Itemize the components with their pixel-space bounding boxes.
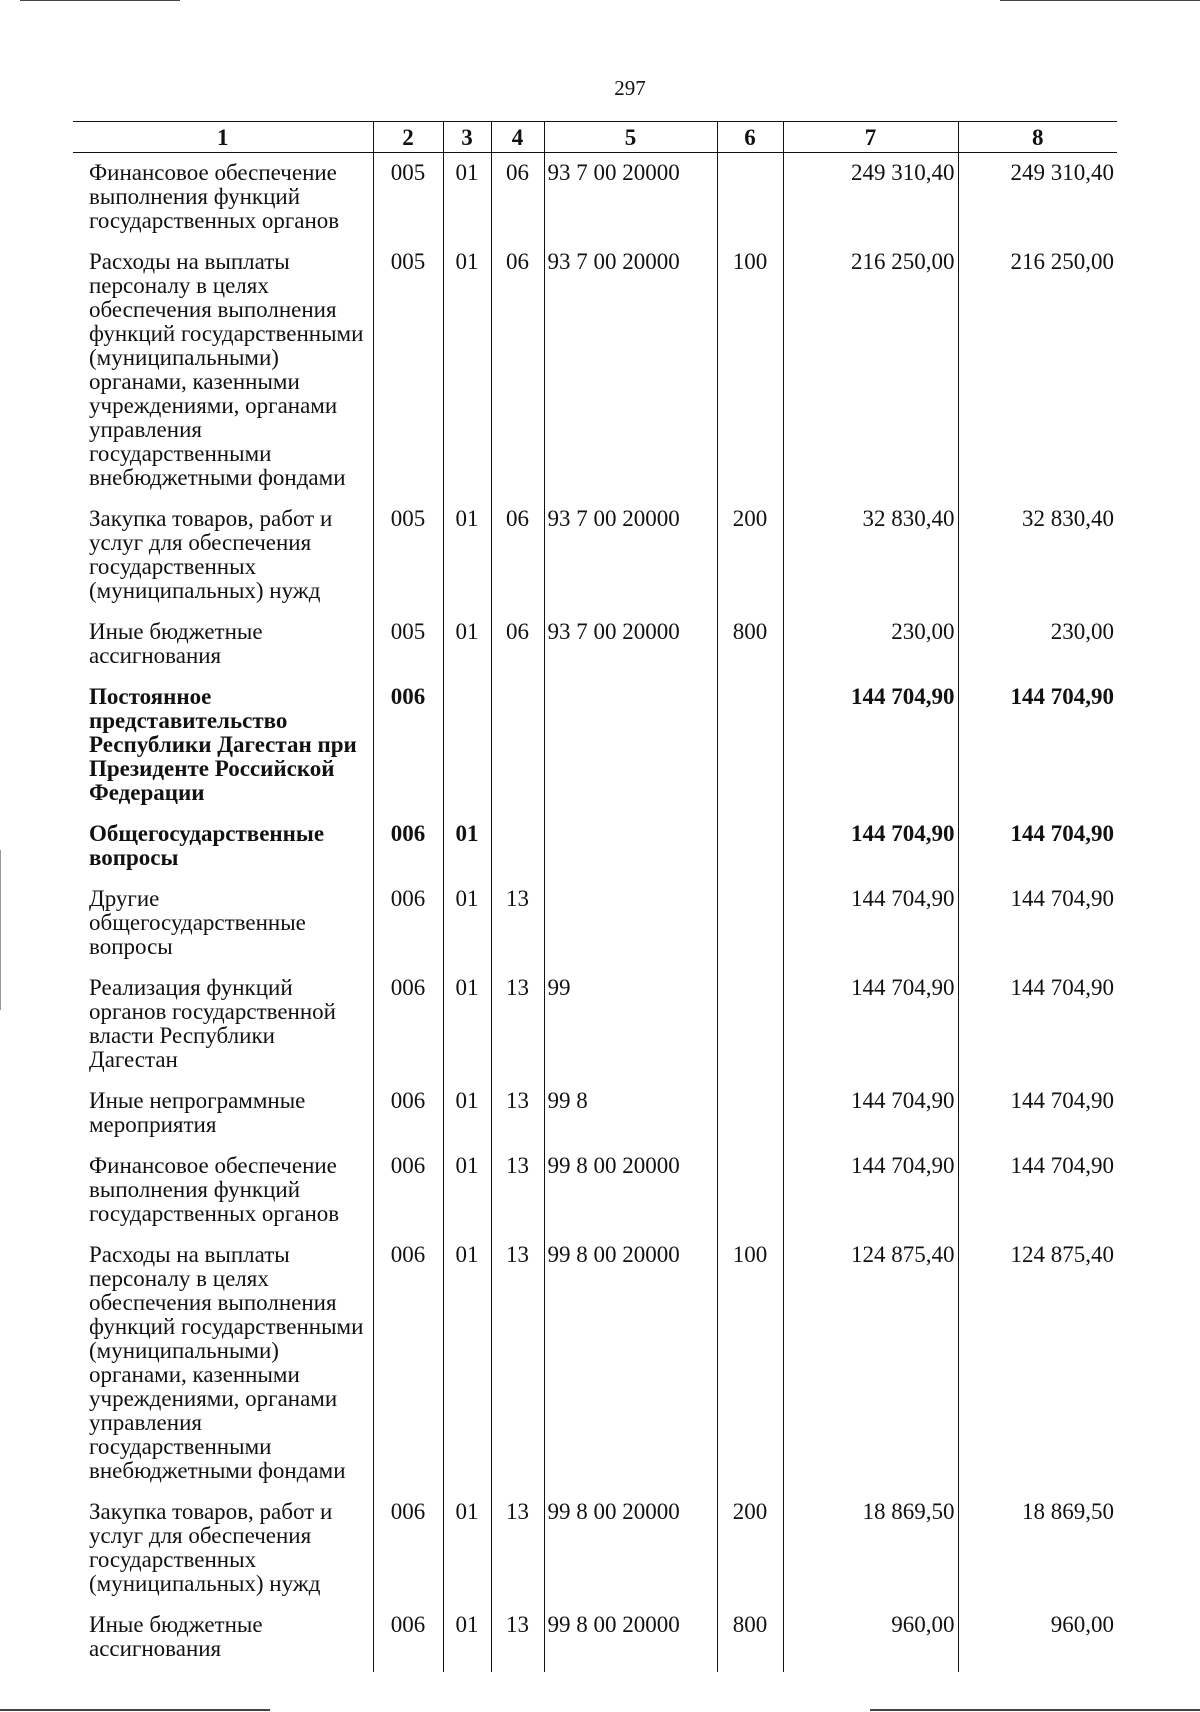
code-department: 006 [373,1237,443,1494]
code-department: 005 [373,244,443,501]
amount-col-8: 144 704,90 [958,881,1117,970]
code-expense-type [717,816,783,881]
code-section: 01 [443,1607,491,1672]
code-target-article: 99 8 00 20000 [544,1494,717,1607]
amount-col-7: 18 869,50 [783,1494,958,1607]
code-expense-type: 100 [717,244,783,501]
code-subsection: 06 [491,153,544,245]
line-item-name: Иные непрограммные мероприятия [89,1088,306,1137]
column-header-6: 6 [717,122,783,153]
budget-table [73,121,1117,1672]
code-target-article: 99 8 00 20000 [544,1237,717,1494]
code-expense-type: 800 [717,1607,783,1672]
amount-col-7: 144 704,90 [783,679,958,816]
amount-col-8: 144 704,90 [958,679,1117,816]
code-expense-type [717,1083,783,1148]
code-section: 01 [443,501,491,614]
amount-col-8: 18 869,50 [958,1494,1117,1607]
table-row [73,881,1117,970]
code-section: 01 [443,614,491,679]
code-expense-type [717,1148,783,1237]
line-item-name: Иные бюджетные ассигнования [89,619,263,668]
code-subsection: 13 [491,970,544,1083]
amount-col-8: 216 250,00 [958,244,1117,501]
amount-col-8: 144 704,90 [958,1148,1117,1237]
code-target-article [544,816,717,881]
scan-edge-left-mid [0,850,1,1010]
code-subsection: 13 [491,1148,544,1237]
code-expense-type: 200 [717,1494,783,1607]
table-row [73,614,1117,679]
table-row [73,1148,1117,1237]
amount-col-8: 32 830,40 [958,501,1117,614]
code-subsection: 13 [491,1083,544,1148]
code-section: 01 [443,244,491,501]
amount-col-8: 249 310,40 [958,153,1117,245]
code-target-article [544,881,717,970]
table-row [73,1494,1117,1607]
page-number: 297 [614,76,646,100]
code-department: 006 [373,1083,443,1148]
scan-edge-bottom-right [870,1709,1200,1711]
code-expense-type [717,881,783,970]
code-section: 01 [443,816,491,881]
code-subsection: 06 [491,244,544,501]
table-row [73,816,1117,881]
line-item-name: Иные бюджетные ассигнования [89,1612,263,1661]
code-expense-type [717,153,783,245]
line-item-name: Закупка товаров, работ и услуг для обеспечения государственных (муниципальных) нужд [89,1499,333,1596]
code-expense-type: 800 [717,614,783,679]
code-department: 005 [373,153,443,245]
code-section: 01 [443,153,491,245]
amount-col-7: 960,00 [783,1607,958,1672]
code-department: 005 [373,501,443,614]
amount-col-7: 124 875,40 [783,1237,958,1494]
table-row [73,501,1117,614]
line-item-name: Закупка товаров, работ и услуг для обеспечения государственных (муниципальных) нужд [89,506,333,603]
amount-col-8: 144 704,90 [958,816,1117,881]
code-expense-type: 100 [717,1237,783,1494]
amount-col-7: 249 310,40 [783,153,958,245]
code-subsection: 06 [491,614,544,679]
line-item-name: Общегосударственные вопросы [89,821,325,870]
amount-col-8: 144 704,90 [958,970,1117,1083]
code-target-article [544,679,717,816]
code-department: 006 [373,1607,443,1672]
table-row [73,153,1117,245]
table-row [73,1083,1117,1148]
code-section: 01 [443,1494,491,1607]
code-expense-type [717,679,783,816]
code-department: 006 [373,881,443,970]
code-expense-type: 200 [717,501,783,614]
code-section: 01 [443,1237,491,1494]
code-target-article: 99 [544,970,717,1083]
column-header-7: 7 [783,122,958,153]
column-header-1: 1 [73,122,373,153]
code-subsection [491,679,544,816]
scan-edge-top-left [20,0,180,1]
line-item-name: Финансовое обеспечение выполнения функций государственных органов [89,160,340,233]
table-row [73,244,1117,501]
code-department: 006 [373,1494,443,1607]
code-target-article: 93 7 00 20000 [544,153,717,245]
table-row [73,1237,1117,1494]
code-subsection: 13 [491,1494,544,1607]
column-header-4: 4 [491,122,544,153]
line-item-name: Реализация функций органов государственной власти Республики Дагестан [89,975,336,1072]
code-target-article: 93 7 00 20000 [544,244,717,501]
code-section: 01 [443,1148,491,1237]
column-header-8: 8 [958,122,1117,153]
code-subsection: 13 [491,881,544,970]
amount-col-8: 124 875,40 [958,1237,1117,1494]
code-department: 006 [373,816,443,881]
code-department: 005 [373,614,443,679]
line-item-name: Расходы на выплаты персоналу в целях обеспечения выполнения функций государственными (муниципальными) органами, казенными учреждениями, органами управления государственными внебюджетными фондами [89,249,364,490]
amount-col-7: 144 704,90 [783,970,958,1083]
scan-edge-top-right [1000,0,1200,1]
line-item-name: Финансовое обеспечение выполнения функций государственных органов [89,1153,340,1226]
amount-col-7: 144 704,90 [783,816,958,881]
amount-col-8: 960,00 [958,1607,1117,1672]
column-header-5: 5 [544,122,717,153]
scan-edge-bottom-left [0,1709,270,1711]
column-header-2: 2 [373,122,443,153]
line-item-name: Постоянное представительство Республики Дагестан при Президенте Российской Федерации [89,684,357,805]
amount-col-7: 144 704,90 [783,881,958,970]
amount-col-7: 32 830,40 [783,501,958,614]
code-target-article: 93 7 00 20000 [544,501,717,614]
code-department: 006 [373,1148,443,1237]
code-expense-type [717,970,783,1083]
line-item-name: Другие общегосударственные вопросы [89,886,306,959]
code-subsection: 13 [491,1607,544,1672]
column-header-3: 3 [443,122,491,153]
code-target-article: 99 8 00 20000 [544,1148,717,1237]
code-section: 01 [443,1083,491,1148]
code-target-article: 93 7 00 20000 [544,614,717,679]
code-section [443,679,491,816]
amount-col-7: 144 704,90 [783,1083,958,1148]
table-row [73,970,1117,1083]
amount-col-7: 216 250,00 [783,244,958,501]
amount-col-8: 144 704,90 [958,1083,1117,1148]
line-item-name: Расходы на выплаты персоналу в целях обеспечения выполнения функций государственными (муниципальными) органами, казенными учреждениями, органами управления государственными внебюджетными фондами [89,1242,364,1483]
table-row [73,1607,1117,1672]
amount-col-7: 230,00 [783,614,958,679]
code-department: 006 [373,679,443,816]
code-department: 006 [373,970,443,1083]
code-section: 01 [443,881,491,970]
code-section: 01 [443,970,491,1083]
table-header-row [73,122,1117,153]
table-row [73,679,1117,816]
amount-col-8: 230,00 [958,614,1117,679]
code-subsection: 13 [491,1237,544,1494]
code-target-article: 99 8 [544,1083,717,1148]
code-subsection [491,816,544,881]
code-target-article: 99 8 00 20000 [544,1607,717,1672]
amount-col-7: 144 704,90 [783,1148,958,1237]
code-subsection: 06 [491,501,544,614]
